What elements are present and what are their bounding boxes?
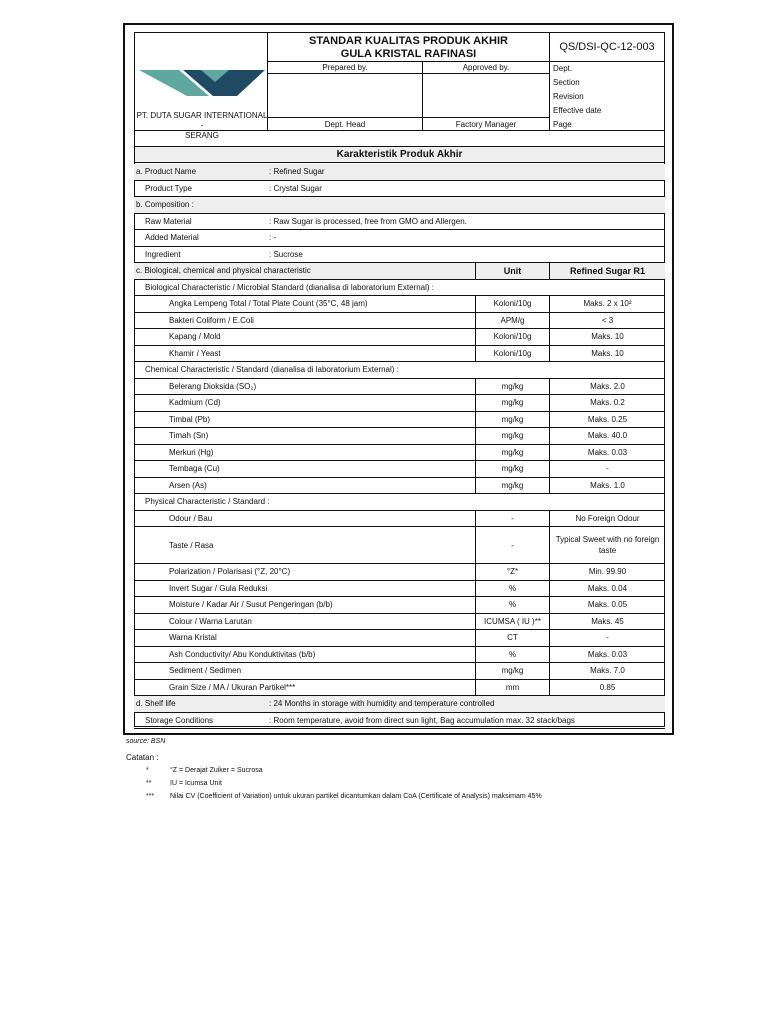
- company-name-line2: SERANG: [185, 131, 219, 140]
- parameter-row: [134, 296, 665, 313]
- parameter-name: Merkuri (Hg): [169, 447, 214, 457]
- parameter-unit: mg/kg: [475, 445, 549, 461]
- parameter-row: [134, 527, 665, 564]
- approved-by-label: Approved by.: [422, 61, 550, 74]
- parameter-spec: Maks. 0.03: [549, 647, 665, 663]
- chem-heading-row: [134, 362, 665, 379]
- spec-column-header: Refined Sugar R1: [549, 263, 665, 279]
- parameter-name: Kadmium (Cd): [169, 398, 221, 408]
- parameter-spec: 0.85: [549, 680, 665, 696]
- parameter-name: Invert Sugar / Gula Reduksi: [169, 583, 268, 593]
- parameter-unit: %: [475, 581, 549, 597]
- group-heading: Biological Characteristic / Microbial Standard (dianalisa di laboratorium External) :: [145, 282, 435, 292]
- parameter-row: [134, 511, 665, 528]
- parameter-spec: Maks. 1.0: [549, 478, 665, 494]
- group-heading: Physical Characteristic / Standard :: [145, 497, 270, 507]
- note-mark: ***: [146, 793, 155, 800]
- source-note: source: BSN: [126, 738, 166, 745]
- parameter-spec: Maks. 0.25: [549, 412, 665, 428]
- row-value: : -: [269, 233, 277, 243]
- parameter-unit: °Z*: [475, 564, 549, 580]
- row-label: b. Composition :: [136, 200, 194, 210]
- bio-heading-row: [134, 280, 665, 297]
- parameter-name: Arsen (As): [169, 480, 207, 490]
- parameter-unit: %: [475, 597, 549, 613]
- parameter-name: Timbal (Pb): [169, 414, 211, 424]
- parameter-unit: mg/kg: [475, 395, 549, 411]
- parameter-spec: Maks. 40.0: [549, 428, 665, 444]
- parameter-name: Moisture / Kadar Air / Susut Pengeringan (b/b): [169, 600, 333, 610]
- parameter-row: [134, 329, 665, 346]
- parameter-spec: No Foreign Odour: [549, 511, 665, 527]
- parameter-name: Odour / Bau: [169, 513, 213, 523]
- info-row: [134, 230, 665, 247]
- parameter-name: Warna Kristal: [169, 633, 217, 643]
- parameter-row: [134, 395, 665, 412]
- company-logo: [139, 66, 265, 100]
- parameter-unit: mg/kg: [475, 428, 549, 444]
- parameter-spec: Min. 99.90: [549, 564, 665, 580]
- unit-column-header: Unit: [475, 263, 549, 279]
- parameter-unit: mg/kg: [475, 663, 549, 679]
- parameter-row: [134, 346, 665, 363]
- row-value: [269, 197, 659, 213]
- parameter-unit: -: [475, 511, 549, 527]
- note-text: Nilai CV (Coefficient of Variation) untuk ukuran partikel dicantumkan dalam CoA (Certificate of Analysis) maksimam 45%: [170, 793, 542, 800]
- parameter-name: Belerang Dioksida (SO₂): [169, 381, 257, 391]
- parameter-row: [134, 597, 665, 614]
- meta-revision: Revision: [553, 92, 584, 101]
- parameter-spec: Typical Sweet with no foreign taste: [549, 527, 665, 563]
- parameter-row: [134, 614, 665, 631]
- document-code: QS/DSI-QC-12-003: [549, 32, 665, 62]
- parameter-spec: Maks. 0.04: [549, 581, 665, 597]
- row-value: : Room temperature, avoid from direct sun light, Bag accumulation max. 32 stack/bags: [269, 715, 575, 725]
- info-row: [134, 197, 665, 214]
- parameter-spec: Maks. 2.0: [549, 379, 665, 395]
- meta-dept: Dept.: [553, 64, 573, 73]
- parameter-name: Colour / Warna Larutan: [169, 616, 252, 626]
- parameter-spec: -: [549, 630, 665, 646]
- parameter-row: [134, 663, 665, 680]
- section-title: Karakteristik Produk Akhir: [134, 146, 665, 163]
- parameter-name: Khamir / Yeast: [169, 348, 221, 358]
- meta-page: Page: [553, 120, 572, 129]
- document-meta: [549, 61, 665, 131]
- parameter-unit: mg/kg: [475, 478, 549, 494]
- parameter-name: Bakteri Coliform / E.Coli: [169, 315, 254, 325]
- company-logo-cell: [134, 32, 268, 140]
- parameter-row: [134, 564, 665, 581]
- parameter-name: Ash Conductivity/ Abu Konduktivitas (b/b): [169, 649, 316, 659]
- parameter-name: Angka Lempeng Total / Total Plate Count (35°C, 48 jam): [169, 299, 368, 309]
- parameter-name: Tembaga (Cu): [169, 464, 220, 474]
- info-row: [134, 247, 665, 264]
- parameter-unit: ICUMSA ( IU )**: [475, 614, 549, 630]
- parameter-unit: mm: [475, 680, 549, 696]
- parameter-unit: APM/g: [475, 313, 549, 329]
- parameter-name: Timah (Sn): [169, 431, 209, 441]
- parameter-unit: mg/kg: [475, 412, 549, 428]
- notes-title: Catatan :: [126, 753, 159, 762]
- parameter-row: [134, 630, 665, 647]
- parameter-unit: mg/kg: [475, 461, 549, 477]
- parameter-row: [134, 412, 665, 429]
- prepared-signature-box: [267, 73, 423, 118]
- row-label: Storage Conditions: [145, 715, 214, 725]
- parameter-spec: -: [549, 461, 665, 477]
- company-name: [135, 111, 269, 141]
- parameter-row: [134, 461, 665, 478]
- note-text: °Z = Derajat Zuiker = Sucrosa: [170, 767, 263, 774]
- phys-heading-row: [134, 494, 665, 511]
- info-row: [134, 214, 665, 231]
- characteristic-header-label: c. Biological, chemical and physical characteristic: [136, 266, 311, 276]
- parameter-spec: Maks. 2 x 10²: [549, 296, 665, 312]
- title-line1: STANDAR KUALITAS PRODUK AKHIR: [308, 35, 508, 47]
- parameter-row: [134, 581, 665, 598]
- parameter-spec: Maks. 0.03: [549, 445, 665, 461]
- prepared-by-label: Prepared by.: [267, 61, 423, 74]
- parameter-unit: Koloni/10g: [475, 296, 549, 312]
- row-value: : Refined Sugar: [269, 167, 325, 177]
- parameter-name: Polarization / Polarisasi (°Z, 20°C): [169, 567, 291, 577]
- parameter-spec: Maks. 10: [549, 346, 665, 362]
- parameter-row: [134, 647, 665, 664]
- parameter-row: [134, 313, 665, 330]
- parameter-row: [134, 478, 665, 495]
- parameter-spec: Maks. 7.0: [549, 663, 665, 679]
- meta-effective-date: Effective date: [553, 106, 602, 115]
- row-label: d. Shelf life: [136, 699, 176, 709]
- row-value: : Sucrose: [269, 249, 303, 259]
- parameter-unit: Koloni/10g: [475, 329, 549, 345]
- parameter-row: [134, 680, 665, 697]
- approved-signature-box: [422, 73, 550, 118]
- parameter-row: [134, 445, 665, 462]
- row-label: Added Material: [145, 233, 199, 243]
- note-mark: **: [146, 780, 152, 787]
- info-row: [134, 696, 665, 713]
- group-heading: Chemical Characteristic / Standard (dianalisa di laboratorium External) :: [145, 365, 399, 375]
- parameter-unit: -: [475, 527, 549, 563]
- row-label: a. Product Name: [136, 167, 197, 177]
- title-line2: GULA KRISTAL RAFINASI: [340, 48, 477, 60]
- parameter-name: Taste / Rasa: [169, 540, 214, 550]
- parameter-name: Grain Size / MA / Ukuran Partikel***: [169, 682, 296, 692]
- parameter-unit: %: [475, 647, 549, 663]
- parameter-name: Sediment / Sedimen: [169, 666, 242, 676]
- meta-section: Section: [553, 78, 580, 87]
- info-row: [134, 164, 665, 181]
- parameter-spec: < 3: [549, 313, 665, 329]
- factory-manager-label: Factory Manager: [422, 117, 550, 131]
- row-value: : Raw Sugar is processed, free from GMO and Allergen.: [269, 216, 467, 226]
- parameter-spec: Maks. 45: [549, 614, 665, 630]
- row-value: : 24 Months in storage with humidity and temperature controlled: [269, 699, 495, 709]
- parameter-name: Kapang / Mold: [169, 332, 221, 342]
- dept-head-label: Dept. Head: [267, 117, 423, 131]
- parameter-row: [134, 379, 665, 396]
- row-label: Product Type: [145, 183, 192, 193]
- parameter-spec: Maks. 0.05: [549, 597, 665, 613]
- parameter-spec: Maks. 10: [549, 329, 665, 345]
- parameter-unit: Koloni/10g: [475, 346, 549, 362]
- company-name-line1: PT. DUTA SUGAR INTERNATIONAL -: [136, 111, 268, 130]
- info-row: [134, 713, 665, 730]
- parameter-row: [134, 428, 665, 445]
- document-title: [267, 32, 550, 62]
- note-text: IU = Icumsa Unit: [170, 780, 222, 787]
- parameter-unit: CT: [475, 630, 549, 646]
- parameter-unit: mg/kg: [475, 379, 549, 395]
- info-row: [134, 181, 665, 198]
- row-value: : Crystal Sugar: [269, 183, 322, 193]
- row-label: Ingredient: [145, 249, 181, 259]
- parameter-spec: Maks. 0.2: [549, 395, 665, 411]
- characteristic-header-row: [134, 263, 665, 280]
- note-mark: *: [146, 767, 149, 774]
- row-label: Raw Material: [145, 216, 192, 226]
